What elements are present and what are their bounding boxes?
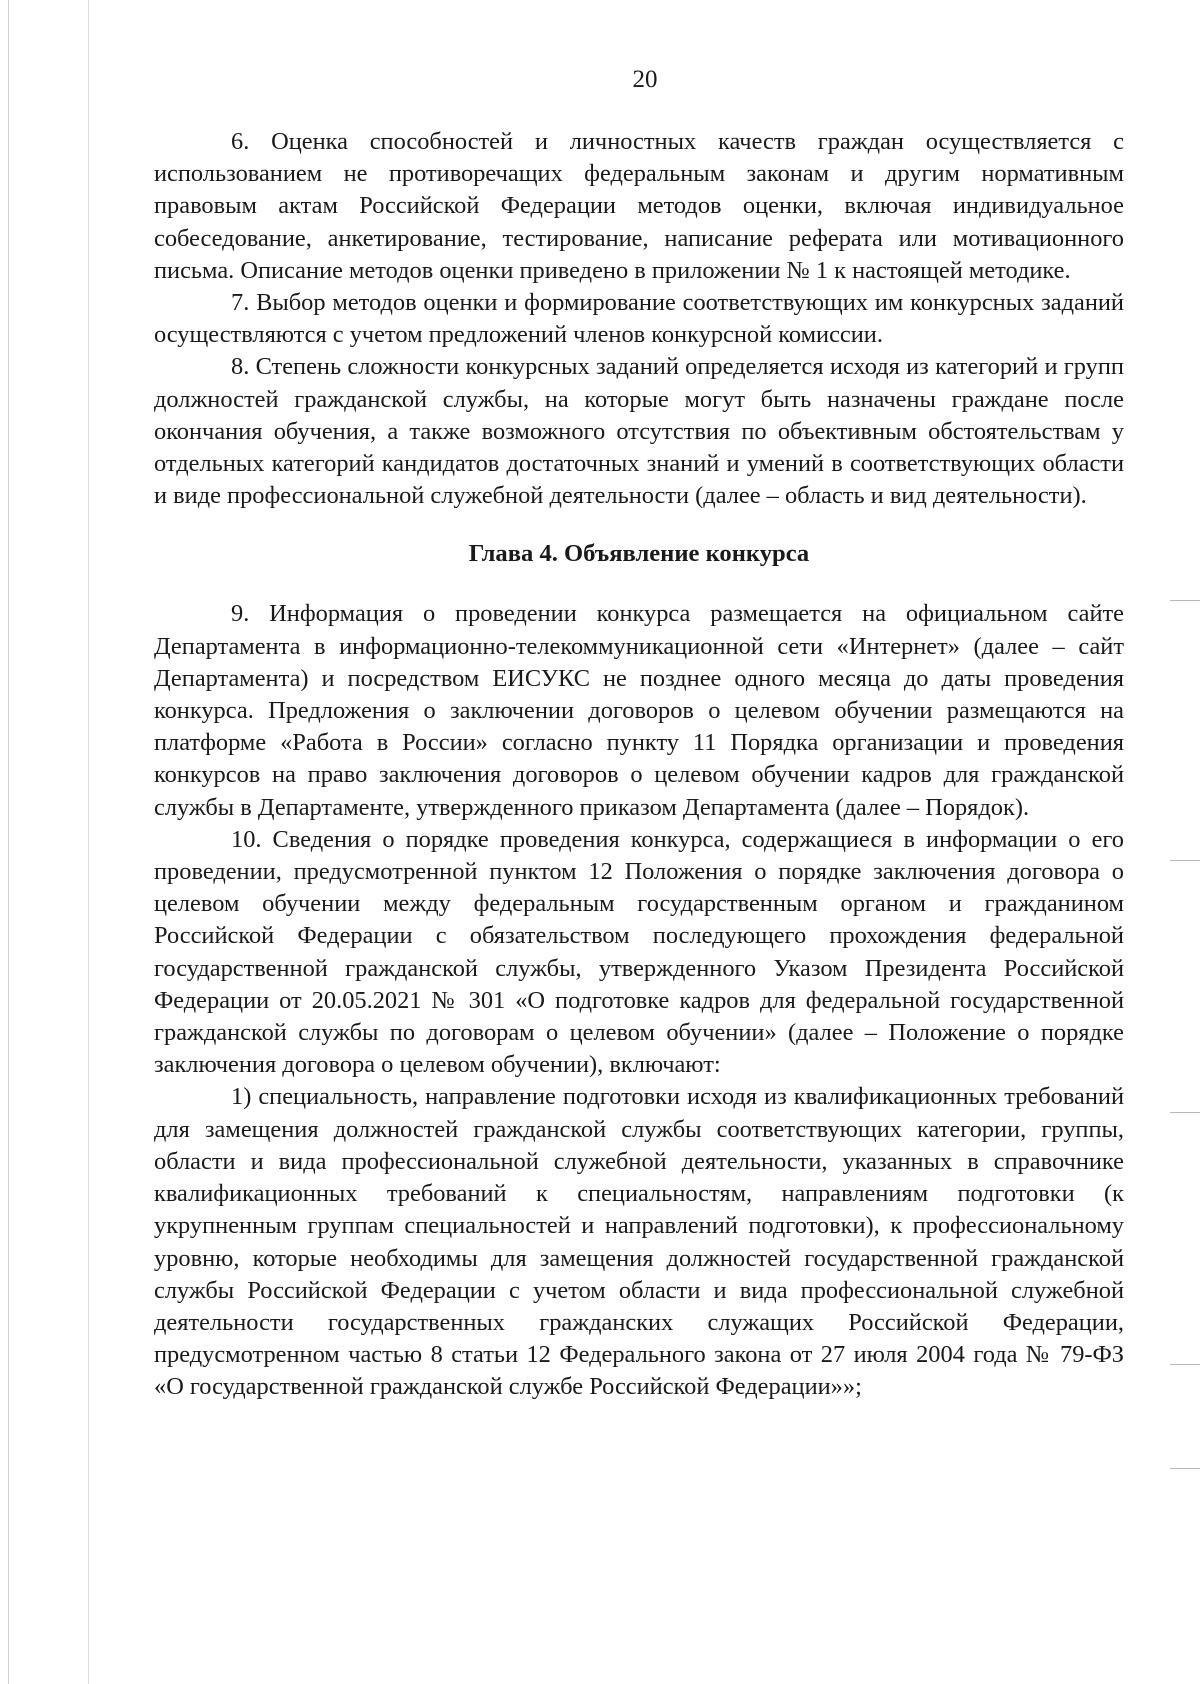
paragraph-9: 9. Информация о проведении конкурса размещается на официальном сайте Департамента в информационно-телекоммуникационной сети «Интернет» (далее – сайт Департамента) и посредством ЕИСУКС не позднее одного месяца до даты проведения конкурса. Предложения о заключении договоров о целевом обучении размещаются на платформе «Работа в России» согласно пункту 11 Порядка организации и проведения конкурсов на право заключения договоров о целевом обучении кадров для гражданской службы в Департаменте, утвержденного приказом Департамента (далее – Порядок). xyxy=(154,600,1124,821)
chapter-4-heading: Глава 4. Объявление конкурса xyxy=(468,540,810,568)
document-body xyxy=(154,126,1124,1404)
scan-mark xyxy=(1170,1364,1200,1365)
paragraph-7: 7. Выбор методов оценки и формирование соответствующих им конкурсных заданий осуществляются с учетом предложений членов конкурсной комиссии. xyxy=(154,289,1124,349)
scan-mark xyxy=(1170,1468,1200,1469)
paragraph-8: 8. Степень сложности конкурсных заданий определяется исходя из категорий и групп должностей гражданской службы, на которые могут быть назначены граждане после окончания обучения, а также возможного отсутствия по объективным обстоятельствам у отдельных категорий кандидатов достаточных знаний и умений в соответствующих области и виде профессиональной служебной деятельности (далее – область и вид деятельности). xyxy=(154,353,1124,510)
scan-edge-left xyxy=(8,0,9,1684)
paragraph-10: 10. Сведения о порядке проведения конкурса, содержащиеся в информации о его проведении, предусмотренной пунктом 12 Положения о порядке заключения договора о целевом обучении между федеральным государственным органом и гражданином Российской Федерации с обязательством последующего прохождения федеральной государственной гражданской службы, утвержденного Указом Президента Российской Федерации от 20.05.2021 № 301 «О подготовке кадров для федеральной государственной гражданской службы по договорам о целевом обучении» (далее – Положение о порядке заключения договора о целевом обучении), включают: xyxy=(154,825,1124,1079)
scan-mark xyxy=(1170,1112,1200,1113)
paragraph-10-item-1: 1) специальность, направление подготовки исходя из квалификационных требований для замещения должностей гражданской службы соответствующих категории, группы, области и вида профессиональной служебной деятельности, указанных в справочнике квалификационных требований к специальностям, направлениям подготовки (к укрупненным группам специальностей и направлений подготовки), к профессиональному уровню, которые необходимы для замещения должностей государственной гражданской службы Российской Федерации с учетом области и вида профессиональной служебной деятельности государственных гражданских служащих Российской Федерации, предусмотренном частью 8 статьи 12 Федерального закона от 27 июля 2004 года № 79-ФЗ «О государственной гражданской службе Российской Федерации»»; xyxy=(154,1083,1124,1401)
scan-mark xyxy=(1170,600,1200,601)
paragraph-6: 6. Оценка способностей и личностных качеств граждан осуществляется с использованием не противоречащих федеральным законам и другим нормативным правовым актам Российской Федерации методов оценки, включая индивидуальное собеседование, анкетирование, тестирование, написание реферата или мотивационного письма. Описание методов оценки приведено в приложении № 1 к настоящей методике. xyxy=(154,128,1124,284)
scan-mark xyxy=(1170,860,1200,861)
scan-edge-inner xyxy=(88,0,89,1684)
page-number: 20 xyxy=(632,66,658,93)
